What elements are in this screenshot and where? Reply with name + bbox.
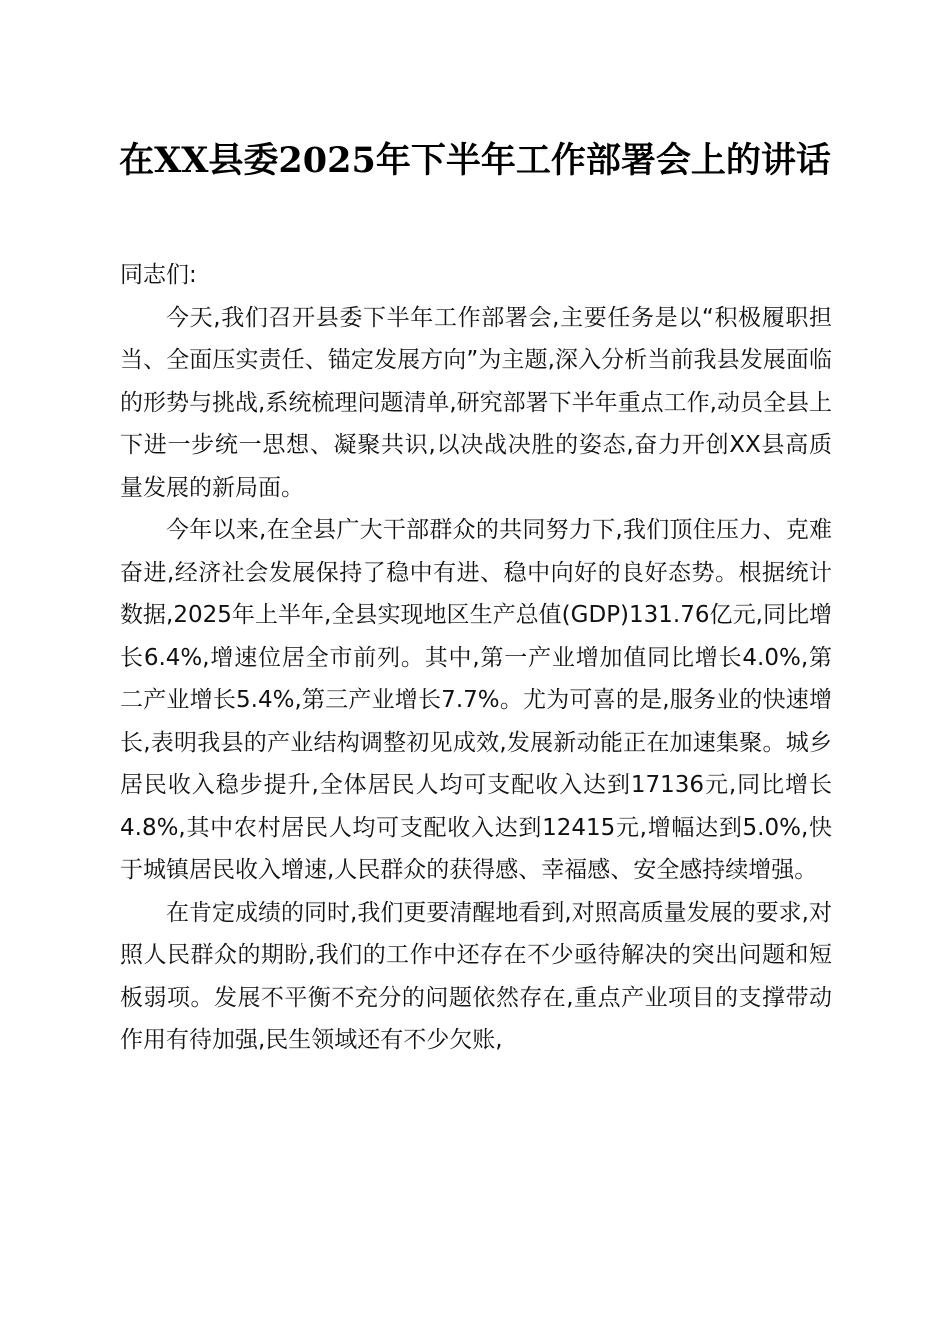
- paragraph-3: 在肯定成绩的同时,我们更要清醒地看到,对照高质量发展的要求,对照人民群众的期盼,我们的工作中还存在不少亟待解决的突出问题和短板弱项。发展不平衡不充分的问题依然存在,重点产业项目的支撑带动作用有待加强,民生领域还有不少欠账,: [120, 899, 832, 1053]
- document-body: [120, 254, 832, 1062]
- salutation: 同志们:: [120, 262, 197, 288]
- paragraph-2: 今年以来,在全县广大干部群众的共同努力下,我们顶住压力、克难奋进,经济社会发展保持了稳中有进、稳中向好的良好态势。根据统计数据,2025年上半年,全县实现地区生产总值(GDP)131.76亿元,同比增长6.4%,增速位居全市前列。其中,第一产业增加值同比增长4.0%,第二产业增长5.4%,第三产业增长7.7%。尤为可喜的是,服务业的快速增长,表明我县的产业结构调整初见成效,发展新动能正在加速集聚。城乡居民收入稳步提升,全体居民人均可支配收入达到17136元,同比增长4.8%,其中农村居民人均可支配收入达到12415元,增幅达到5.0%,快于城镇居民收入增速,人民群众的获得感、幸福感、安全感持续增强。: [120, 517, 832, 883]
- document-title: 在XX县委2025年下半年工作部署会上的讲话: [119, 140, 831, 181]
- paragraph-1: 今天,我们召开县委下半年工作部署会,主要任务是以“积极履职担当、全面压实责任、锚定发展方向”为主题,深入分析当前我县发展面临的形势与挑战,系统梳理问题清单,研究部署下半年重点工作,动员全县上下进一步统一思想、凝聚共识,以决战决胜的姿态,奋力开创XX县高质量发展的新局面。: [120, 304, 832, 501]
